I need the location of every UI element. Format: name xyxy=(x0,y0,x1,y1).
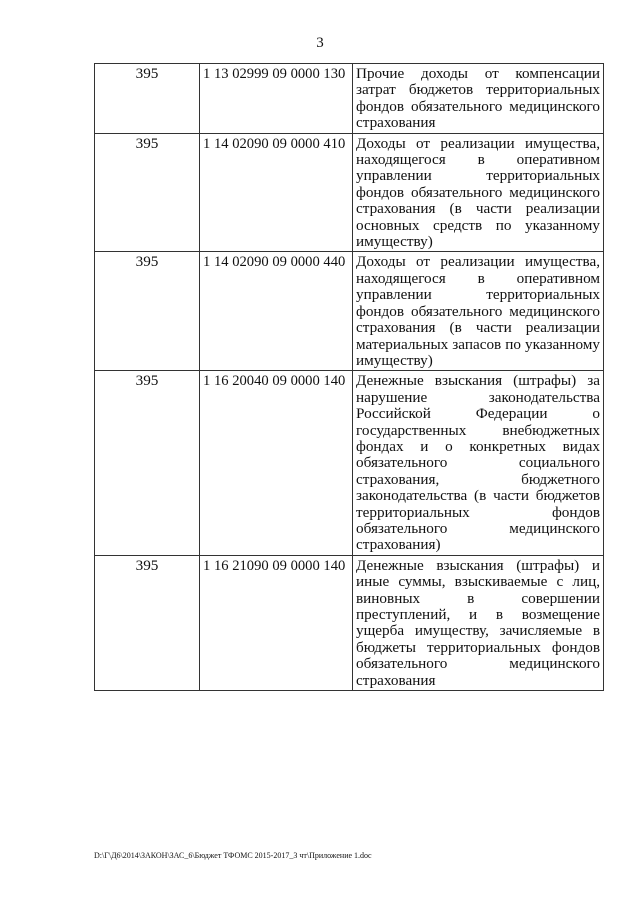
page-number: 3 xyxy=(316,35,324,51)
table-row xyxy=(95,64,604,134)
revenue-codes-table xyxy=(94,63,604,691)
revenue-code-cell: 1 16 20040 09 0000 140 xyxy=(200,371,353,555)
admin-code-cell: 395 xyxy=(95,133,200,252)
revenue-name-cell: Денежные взыскания (штрафы) и иные суммы, взыскиваемые с лиц, виновных в совершении преступлений, и в возмещение ущерба имуществу, зачисляемые в бюджеты территориальных фондов обязательного медицинского страхования xyxy=(353,555,604,690)
admin-code-cell: 395 xyxy=(95,371,200,555)
revenue-name-cell: Доходы от реализации имущества, находящегося в оперативном управлении территориальных фондов обязательного медицинского страхования (в части реализации материальных запасов по указанному имуществу) xyxy=(353,252,604,371)
revenue-code-cell: 1 13 02999 09 0000 130 xyxy=(200,64,353,134)
admin-code-cell: 395 xyxy=(95,252,200,371)
revenue-name-cell: Денежные взыскания (штрафы) за нарушение законодательства Российской Федерации о государственных внебюджетных фондах и о конкретных видах обязательного социального страхования, бюджетного законодательства (в части бюджетов территориальных фондов обязательного медицинского страхования) xyxy=(353,371,604,555)
table-row xyxy=(95,371,604,555)
revenue-code-cell: 1 16 21090 09 0000 140 xyxy=(200,555,353,690)
revenue-code-cell: 1 14 02090 09 0000 440 xyxy=(200,252,353,371)
document-file-path: D:\Г\Д6\2014\ЗАКОН\ЗАС_6\Бюджет ТФОМС 2015-2017_3 чт\Приложение 1.doc xyxy=(94,851,372,860)
admin-code-cell: 395 xyxy=(95,555,200,690)
table-row xyxy=(95,555,604,690)
admin-code-cell: 395 xyxy=(95,64,200,134)
revenue-name-cell: Доходы от реализации имущества, находящегося в оперативном управлении территориальных фондов обязательного медицинского страхования (в части реализации основных средств по указанному имуществу) xyxy=(353,133,604,252)
revenue-code-cell: 1 14 02090 09 0000 410 xyxy=(200,133,353,252)
table-row xyxy=(95,133,604,252)
revenue-name-cell: Прочие доходы от компенсации затрат бюджетов территориальных фондов обязательного медицинского страхования xyxy=(353,64,604,134)
table-row xyxy=(95,252,604,371)
